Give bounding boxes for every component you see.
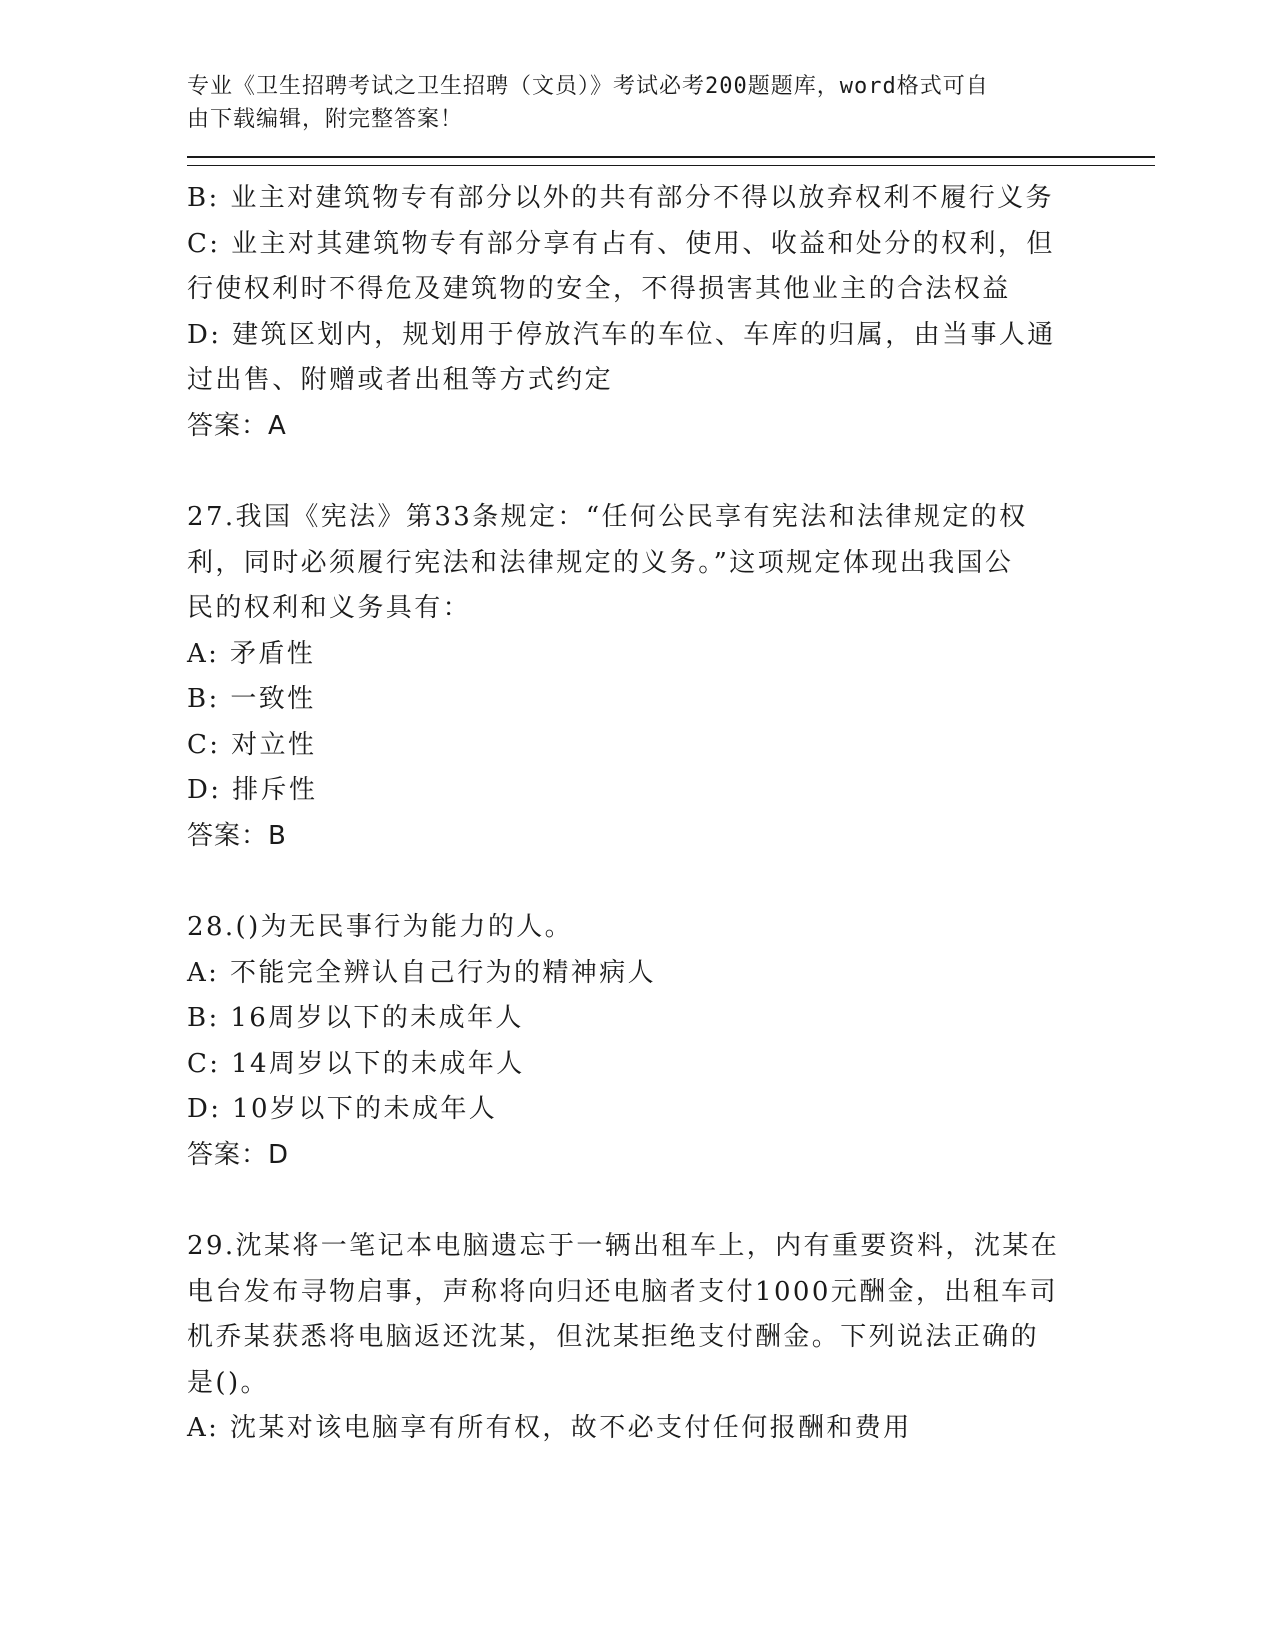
question-stem-continued: 民的权利和义务具有： <box>187 593 472 623</box>
question-28 <box>187 905 1067 1178</box>
option-b: B: 一致性 <box>187 684 316 714</box>
answer: 答案：A <box>187 410 287 441</box>
spacer <box>187 1178 1067 1224</box>
question-stem-continued: 电台发布寻物启事，声称将向归还电脑者支付1000元酬金，出租车司 <box>187 1276 1058 1307</box>
answer: 答案：D <box>187 1139 290 1170</box>
header-line-2: 由下载编辑，附完整答案！ <box>187 107 464 132</box>
question-27 <box>187 495 1067 859</box>
option-a: A: 沈某对该电脑享有所有权，故不必支付任何报酬和费用 <box>187 1413 912 1443</box>
header-line-1: 专业《卫生招聘考试之卫生招聘（文员）》考试必考200题题库，word格式可自 <box>187 74 989 99</box>
option-c: C: 14周岁以下的未成年人 <box>187 1048 525 1079</box>
question-stem-continued: 利，同时必须履行宪法和法律规定的义务。”这项规定体现出我国公 <box>187 547 1014 578</box>
spacer <box>187 449 1067 495</box>
option-d: D: 建筑区划内，规划用于停放汽车的车位、车库的归属，由当事人通 <box>187 319 1056 350</box>
document-header <box>187 70 1067 136</box>
option-c: C: 对立性 <box>187 729 317 760</box>
option-d: D: 排斥性 <box>187 775 318 805</box>
answer: 答案：B <box>187 820 287 851</box>
question-29 <box>187 1224 1067 1452</box>
question-26 <box>187 176 1067 449</box>
question-stem-continued: 机乔某获悉将电脑返还沈某，但沈某拒绝支付酬金。下列说法正确的 <box>187 1322 1040 1352</box>
question-stem: 27.我国《宪法》第33条规定：“任何公民享有宪法和法律规定的权 <box>187 502 1028 532</box>
document-body <box>187 176 1067 1452</box>
header-divider <box>187 156 1155 166</box>
option-b: B: 业主对建筑物专有部分以外的共有部分不得以放弃权利不履行义务 <box>187 183 1054 213</box>
option-d-continued: 过出售、附赠或者出租等方式约定 <box>187 365 614 395</box>
question-stem: 29.沈某将一笔记本电脑遗忘于一辆出租车上，内有重要资料，沈某在 <box>187 1231 1060 1261</box>
option-a: A: 矛盾性 <box>187 638 316 669</box>
spacer <box>187 859 1067 905</box>
document-page <box>187 70 1155 1452</box>
question-stem-continued: 是()。 <box>187 1367 269 1398</box>
option-c-continued: 行使权利时不得危及建筑物的安全，不得损害其他业主的合法权益 <box>187 274 1011 304</box>
question-stem: 28.()为无民事行为能力的人。 <box>187 912 574 942</box>
option-b: B: 16周岁以下的未成年人 <box>187 1003 524 1033</box>
option-c: C: 业主对其建筑物专有部分享有占有、使用、收益和处分的权利，但 <box>187 228 1055 259</box>
option-a: A: 不能完全辨认自己行为的精神病人 <box>187 957 657 988</box>
option-d: D: 10岁以下的未成年人 <box>187 1094 498 1124</box>
